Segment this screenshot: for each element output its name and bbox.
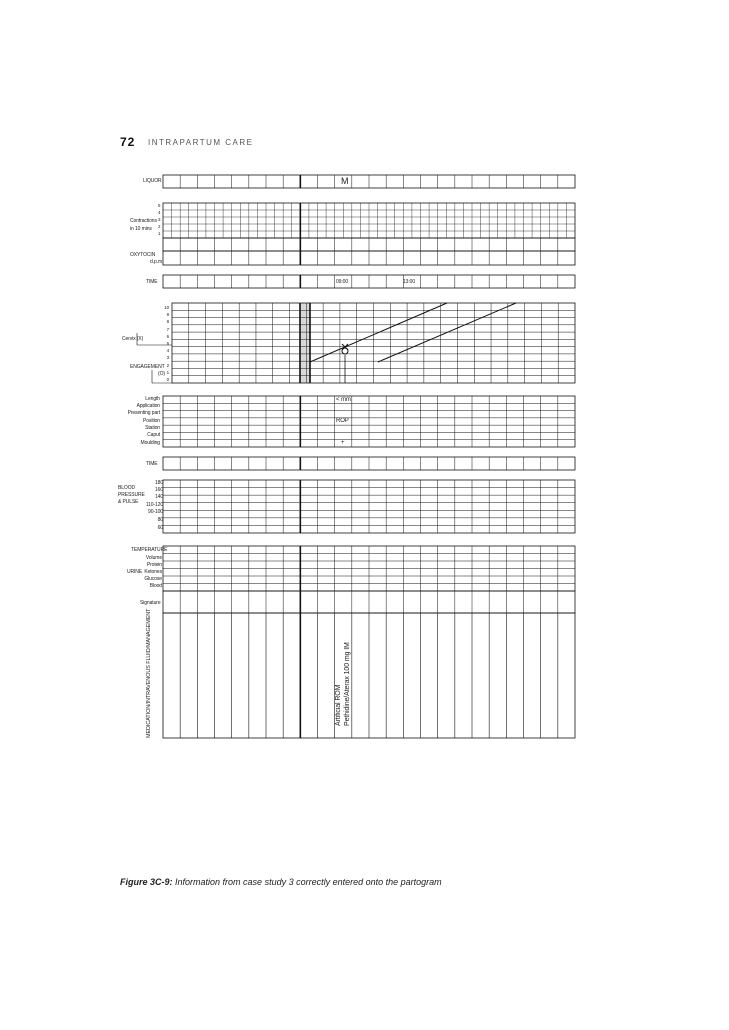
length-entry: < mm — [336, 397, 351, 403]
bp-scale-180: 180 — [154, 480, 163, 486]
position-entry: ROP — [336, 418, 349, 424]
bp-scale-110-120: 110-120 — [145, 502, 163, 508]
cervix-scale-1: 1 — [166, 369, 169, 375]
bp-scale-160: 160 — [154, 487, 163, 493]
contraction-scale-3: 3 — [158, 217, 161, 222]
caption-text: Information from case study 3 correctly entered onto the partogram — [175, 877, 442, 887]
start-column-shade — [300, 303, 310, 383]
contraction-scale-5: 5 — [158, 203, 161, 208]
application-label: Application — [136, 403, 160, 409]
oxytocin-label: OXYTOCIN — [130, 252, 156, 258]
liquor-entry: M — [341, 176, 349, 186]
signature-label: Signature — [140, 600, 161, 606]
action-line — [378, 303, 516, 362]
cervix-scale-4: 4 — [166, 348, 169, 354]
cervix-scale-7: 7 — [166, 326, 169, 332]
bp-label-1: BLOOD — [118, 485, 136, 491]
figure-caption — [120, 877, 442, 887]
cervix-scale-2: 2 — [166, 362, 169, 368]
urine-glucose-label: Glucose — [144, 576, 162, 582]
cervix-scale-10: 10 — [164, 305, 169, 310]
time-label-2: TIME — [146, 461, 158, 467]
temperature-label: TEMPERATURE — [131, 547, 168, 553]
engagement-o-mark — [342, 348, 348, 354]
cervix-scale-5: 5 — [166, 341, 169, 346]
contraction-scale-4: 4 — [158, 210, 161, 215]
alert-line — [310, 303, 447, 362]
bp-scale-80: 80 — [157, 517, 163, 523]
liquor-label: LIQUOR — [143, 178, 162, 184]
cervix-scale-0: 0 — [166, 377, 169, 382]
cervix-scale-3: 3 — [166, 355, 169, 361]
urine-ketones-label: Ketones — [144, 569, 162, 575]
page-number: 72 — [120, 135, 136, 149]
cervix-scale-9: 9 — [166, 312, 169, 318]
oxytocin-unit: d.p.m. — [150, 259, 164, 265]
time-label: TIME — [146, 279, 158, 285]
engagement-label: ENGAGEMENT — [130, 364, 165, 370]
bp-label-2: PRESSURE — [118, 492, 145, 498]
urine-blood-label: Blood — [149, 583, 162, 589]
bp-scale-90-100: 90-100 — [148, 509, 163, 515]
urine-label: URINE — [127, 569, 143, 575]
presenting-part-label: Presenting part — [127, 410, 160, 416]
caption-label: Figure 3C-9: — [120, 877, 173, 887]
contraction-scale-1: 1 — [158, 231, 161, 236]
caput-label: Caput — [147, 432, 160, 438]
contractions-label: Contractions — [130, 218, 157, 224]
length-label: Length — [145, 396, 160, 402]
urine-protein-label: Protein — [146, 562, 162, 568]
bp-label-3: & PULSE — [118, 499, 139, 505]
medication-label: MEDICATION/INTRAVENOUS FLUID/MANAGEMENT — [146, 608, 152, 738]
management-entry-2: Pethidine/Aterax 100 mg IM — [344, 642, 351, 726]
station-label: Station — [145, 425, 160, 431]
cervix-scale-6: 6 — [166, 333, 169, 339]
urine-volume-label: Volume — [145, 555, 162, 561]
bp-scale-140: 140 — [154, 494, 163, 500]
contraction-scale-2: 2 — [158, 224, 161, 229]
contractions-sub-label: in 10 mins — [130, 226, 152, 232]
engagement-mark: (O) — [158, 371, 165, 377]
bp-scale-60: 60 — [157, 525, 163, 531]
time-entry-start: 09:00 — [336, 279, 349, 285]
moulding-label: Moulding — [140, 440, 160, 446]
section-title: INTRAPARTUM CARE — [148, 138, 254, 147]
management-entry-1: Artificial ROM — [335, 684, 342, 726]
cervix-scale-8: 8 — [166, 319, 169, 325]
moulding-entry: + — [341, 440, 345, 446]
time-entry-later: 13:00 — [403, 279, 416, 285]
position-label: Position — [143, 418, 160, 424]
cervix-label: Cervix (X) — [122, 336, 144, 342]
